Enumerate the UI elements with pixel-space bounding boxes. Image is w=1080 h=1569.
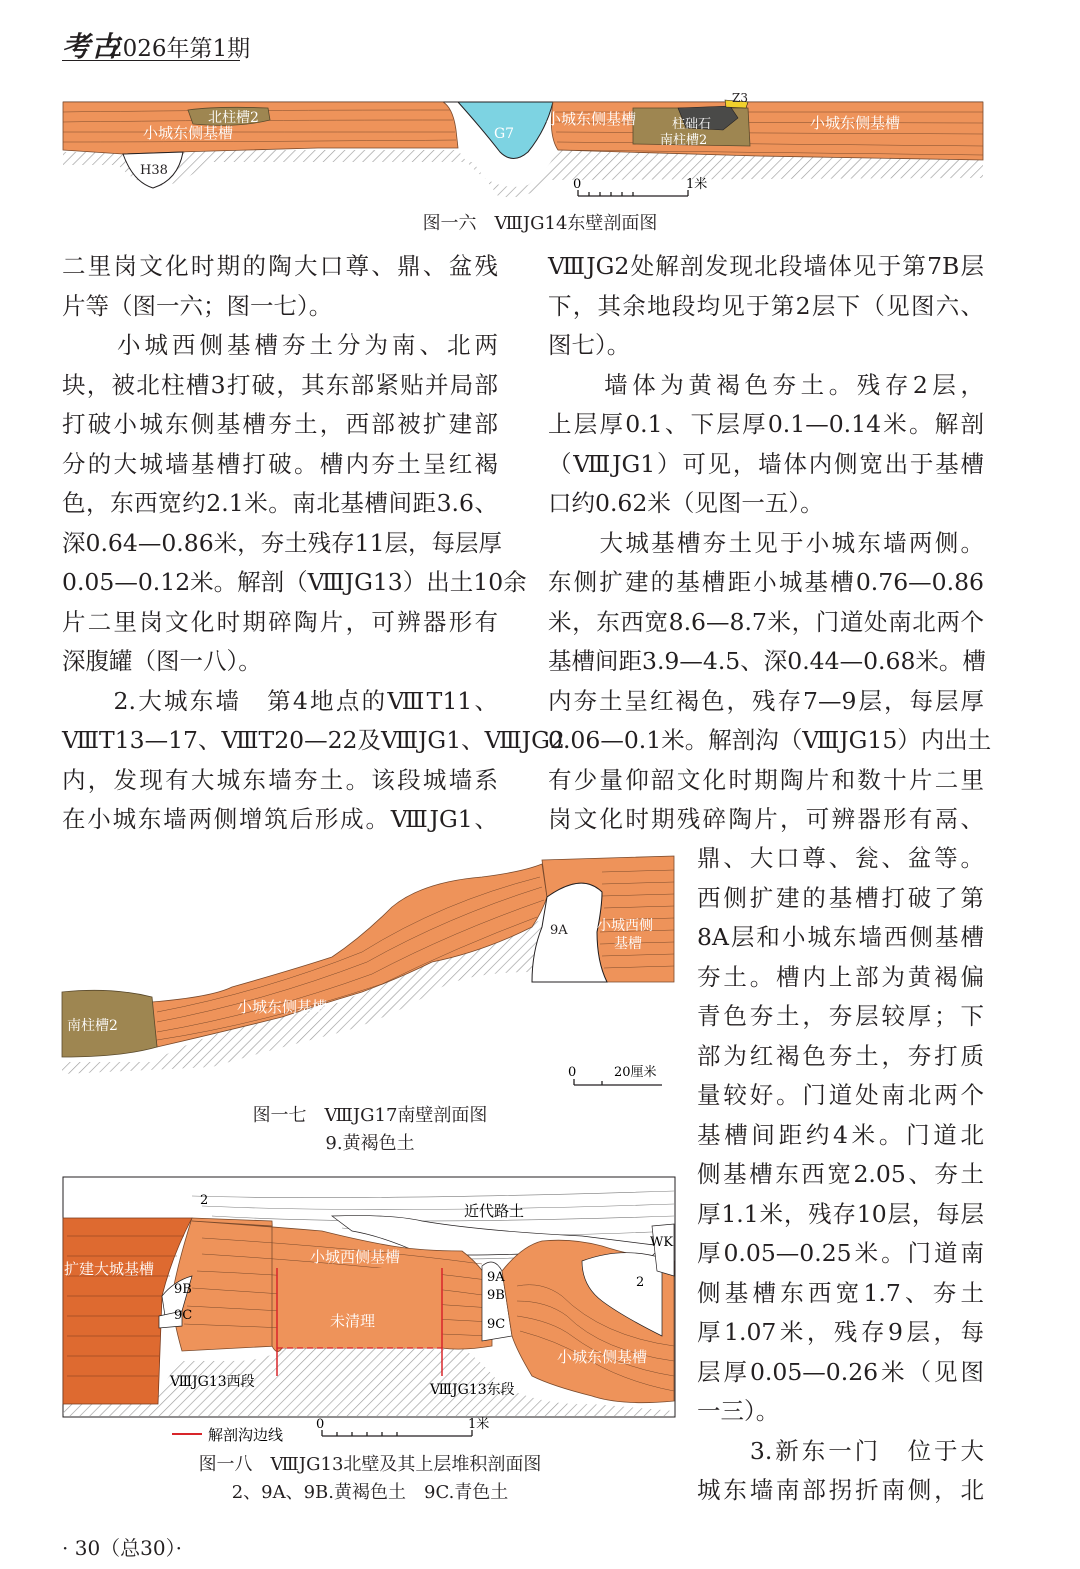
- text-line: 岗文化时期残碎陶片，可辨器形有鬲、: [548, 805, 984, 833]
- journal-issue: 2026年第1期: [108, 36, 251, 62]
- figure-17-profile: [62, 852, 682, 1090]
- fig17-scale-end: 20厘米: [614, 1065, 657, 1080]
- text-line: 青色夯土，夯层较厚；下: [697, 1002, 984, 1030]
- text-line: 米，东西宽8.6—8.7米，门道处南北两个: [548, 607, 984, 636]
- text-line: 部为红褐色夯土，夯打质: [697, 1041, 984, 1070]
- fig17-label-nanzhucao: 南柱槽2: [67, 1018, 118, 1034]
- text-line: 上层厚0.1、下层厚0.1—0.14米。解剖: [548, 410, 984, 438]
- fig17-label-9a: 9A: [550, 923, 568, 938]
- fig18-scale-end: 1米: [468, 1417, 490, 1432]
- text-line: 片二里岗文化时期碎陶片，可辨器形有: [62, 607, 498, 636]
- text-line: 8A层和小城东墙西侧基槽: [697, 923, 984, 951]
- fig18-label-9b-west: 9B: [174, 1282, 192, 1297]
- text-line: 块，被北柱槽3打破，其东部紧贴并局部: [62, 370, 498, 399]
- text-line: 分的大城墙基槽打破。槽内夯土呈红褐: [62, 449, 498, 478]
- fig16-label-z3: Z3: [732, 91, 748, 105]
- text-line: 二里岗文化时期的陶大口尊、鼎、盆残: [62, 252, 498, 280]
- fig18-label-xiduan: ⅧJG13西段: [170, 1374, 255, 1390]
- fig17-label-xice-2: 基槽: [614, 936, 642, 952]
- text-line: 鼎、大口尊、瓮、盆等。: [697, 844, 984, 872]
- text-line: 色，东西宽约2.1米。南北基槽间距3.6、: [62, 489, 498, 517]
- fig18-label-dongce: 小城东侧基槽: [557, 1348, 648, 1366]
- fig16-scale-end: 1米: [686, 177, 708, 192]
- text-line: 东侧扩建的基槽距小城基槽0.76—0.86: [548, 568, 984, 596]
- figure-16-profile: [58, 90, 988, 202]
- text-line: 一三）。: [697, 1397, 780, 1425]
- fig18-scale-bar: [322, 1430, 472, 1436]
- header-rule: [62, 60, 240, 61]
- fig18-label-xice: 小城西侧基槽: [310, 1248, 401, 1266]
- text-line: 下，其余地段均见于第2层下（见图六、: [548, 291, 984, 320]
- fig18-label-dongduan: ⅧJG13东段: [430, 1382, 515, 1398]
- fig16-label-left: 小城东侧基槽: [143, 124, 234, 142]
- text-line: ⅧT13—17、ⅧT20—22及ⅧJG1、ⅧJG2: [62, 726, 565, 754]
- fig17-label-xice-1: 小城西侧: [597, 918, 653, 934]
- text-line: 基槽间距约4米。门道北: [697, 1120, 984, 1149]
- text-line: 有少量仰韶文化时期陶片和数十片二里: [548, 765, 984, 794]
- fig16-label-right: 小城东侧基槽: [810, 114, 901, 132]
- text-line: 深0.64—0.86米，夯土残存11层，每层厚: [62, 528, 503, 557]
- text-line: 口约0.62米（见图一五）。: [548, 489, 824, 517]
- text-line: ⅧJG2处解剖发现北段墙体见于第7B层: [548, 252, 984, 280]
- fig18-label-9b-east: 9B: [487, 1288, 505, 1303]
- fig18-label-kuojian: 扩建大城基槽: [64, 1260, 155, 1278]
- text-line: 0.06—0.1米。解剖沟（ⅧJG15）内出土: [548, 726, 992, 754]
- figure-18-profile: [62, 1176, 677, 1452]
- journal-logo: 考古: [62, 30, 121, 63]
- figure-17-caption: 图一七 ⅧJG17南壁剖面图: [252, 1105, 488, 1126]
- text-line: 0.05—0.12米。解剖（ⅧJG13）出土10余: [62, 568, 527, 596]
- fig16-label-mid: 小城东侧基槽: [546, 110, 637, 128]
- text-line: 基槽间距3.9—4.5、深0.44—0.68米。槽: [548, 647, 986, 675]
- text-line: 侧基槽东西宽2.05、夯土: [697, 1160, 984, 1188]
- fig17-label-dongce: 小城东侧基槽: [237, 998, 328, 1016]
- figure-18-caption: 图一八 ⅧJG13北壁及其上层堆积剖面图: [198, 1454, 542, 1475]
- text-line: 厚1.07米，残存9层，每: [697, 1318, 984, 1346]
- fig18-label-road: 近代路土: [464, 1202, 525, 1220]
- fig16-scale-bar: [578, 190, 688, 196]
- fig16-label-h38: H38: [140, 163, 168, 178]
- fig18-scale-zero: 0: [316, 1417, 325, 1432]
- figure-16-caption: 图一六 ⅧJG14东壁剖面图: [422, 213, 658, 234]
- text-line: 西侧扩建的基槽打破了第: [697, 883, 984, 912]
- text-line: 图七）。: [548, 331, 631, 359]
- text-line: 内，发现有大城东墙夯土。该段城墙系: [62, 765, 498, 794]
- fig18-legend-label: 解剖沟边线: [208, 1426, 284, 1444]
- text-line: 打破小城东侧基槽夯土，西部被扩建部: [62, 410, 498, 438]
- fig18-label-wk: WK: [650, 1235, 674, 1250]
- text-line: 深腹罐（图一八）。: [62, 647, 262, 675]
- text-line: 片等（图一六；图一七）。: [62, 291, 333, 320]
- fig18-label-2-top: 2: [200, 1193, 209, 1208]
- figure-17-legend: 9.黄褐色土: [325, 1133, 415, 1154]
- text-line: 墙体为黄褐色夯土。残存2层，: [548, 370, 984, 399]
- text-line: 城东墙南部拐折南侧，北: [697, 1476, 984, 1504]
- fig16-scale-zero: 0: [573, 177, 582, 192]
- fig16-label-g7: G7: [494, 126, 515, 142]
- text-line: 厚1.1米，残存10层，每层: [697, 1199, 984, 1228]
- fig18-weiqingli: [277, 1268, 442, 1348]
- text-line: 夯土。槽内上部为黄褐偏: [697, 962, 984, 991]
- fig16-label-beizhucao: 北柱槽2: [208, 110, 259, 126]
- text-line: 2.大城东墙 第4地点的ⅧT11、: [62, 686, 498, 715]
- text-narrow-column: [697, 839, 984, 1511]
- text-line: 3.新东一门 位于大: [697, 1436, 984, 1465]
- fig18-label-9c-west: 9C: [174, 1308, 193, 1323]
- fig16-label-zhuchushi: 柱础石: [672, 117, 712, 132]
- page-number: · 30（总30）·: [62, 1536, 182, 1560]
- fig18-label-9c-east: 9C: [487, 1317, 506, 1332]
- text-line: 侧基槽东西宽1.7、夯土: [697, 1278, 984, 1307]
- text-line: 内夯土呈红褐色，残存7—9层，每层厚: [548, 686, 984, 715]
- text-line: 小城西侧基槽夯土分为南、北两: [62, 331, 498, 359]
- text-line: （ⅧJG1）可见，墙体内侧宽出于基槽: [548, 449, 984, 478]
- fig18-label-2-right: 2: [636, 1275, 645, 1290]
- fig18-label-weiqingli: 未清理: [330, 1312, 376, 1330]
- text-line: 大城基槽夯土见于小城东墙两侧。: [548, 528, 984, 557]
- figure-18-legend: 2、9A、9B.黄褐色土 9C.青色土: [231, 1482, 509, 1503]
- fig18-label-9a-east: 9A: [487, 1270, 505, 1285]
- text-line: 在小城东墙两侧增筑后形成。ⅧJG1、: [62, 805, 498, 833]
- fig16-label-nanzhucao: 南柱槽2: [660, 133, 708, 148]
- text-right-column: [548, 247, 992, 840]
- fig17-scale-zero: 0: [568, 1065, 577, 1080]
- text-left-column: [62, 247, 565, 840]
- text-line: 量较好。门道处南北两个: [697, 1081, 984, 1109]
- text-line: 厚0.05—0.25米。门道南: [697, 1239, 984, 1267]
- text-line: 层厚0.05—0.26米（见图: [697, 1357, 984, 1386]
